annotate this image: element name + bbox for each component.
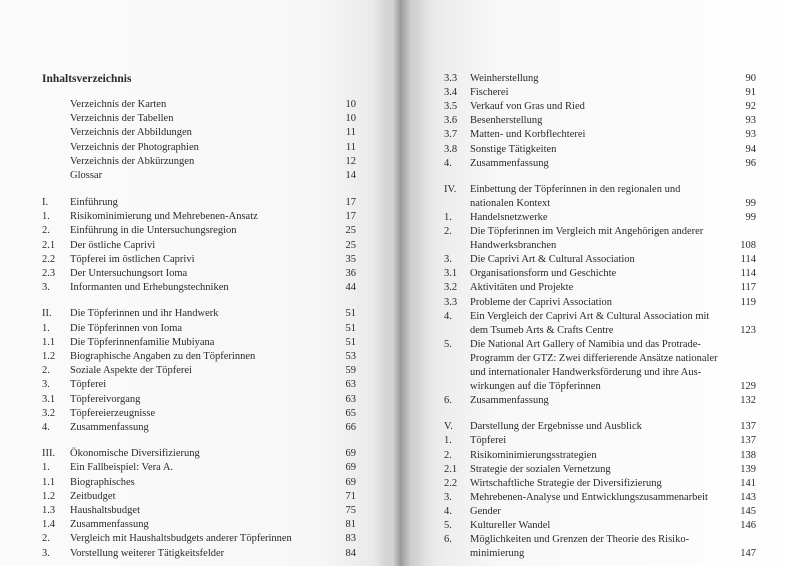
toc-entry-number: 1.3 [42,505,56,516]
toc-entry-page: 99 [745,197,756,209]
toc-entry-number: 1. [42,211,50,223]
toc-entry-title: Der Untersuchungsort Ioma [70,268,188,279]
toc-entry-number: 3.2 [444,282,458,294]
toc-entry-title: Sonstige Tätigkeiten [470,143,557,155]
toc-entry-title: Risikominimierungsstrategien [470,449,597,461]
toc-entry-page: 84 [345,547,356,559]
toc-entry-page: 93 [745,129,756,141]
toc-entry-page: 59 [345,365,356,377]
toc-entry-page: 65 [345,407,356,419]
toc-entry-page: 132 [740,395,756,407]
toc-entry-page: 83 [345,533,356,545]
toc-entry-number: 6. [444,534,452,546]
toc-entry-page: 123 [740,324,756,336]
toc-entry-title: Töpferei [70,379,107,391]
toc-entry-page: 63 [345,393,356,405]
toc-entry-page: 35 [345,253,356,265]
toc-entry-number: 1. [42,462,50,474]
toc-entry-page: 129 [740,381,756,393]
toc-entry-title: Einführung in die Untersuchungsregion [70,225,237,237]
toc-entry-title: Informanten und Erhebungstechniken [70,282,229,294]
toc-entry-title: Verzeichnis der Tabellen [70,113,174,125]
toc-entry-page: 12 [345,155,356,167]
toc-entry-title: Soziale Aspekte der Töpferei [70,365,192,377]
toc-entry-title: Die Caprivi Art & Cultural Association [470,254,635,266]
toc-entry-page: 69 [345,476,356,488]
toc-entry-title: Organisationsform und Geschichte [470,268,617,280]
toc-entry-number: 3.1 [42,393,56,405]
toc-entry-title: Strategie der sozialen Vernetzung [470,463,611,475]
toc-entry-title: Verzeichnis der Karten [70,99,167,110]
toc-entry-title: Aktivitäten und Projekte [470,282,574,294]
toc-entry-title: Verzeichnis der Abbildungen [70,127,192,139]
toc-entry-page: 69 [345,462,356,474]
toc-entry-number: 3.8 [444,143,458,155]
toc-entry-title: Fischerei [470,87,509,99]
toc-entry-title: minimierung [470,548,525,560]
toc-entry-title: Verzeichnis der Photographien [70,141,199,153]
toc-entry-title: Verzeichnis der Abkürzungen [70,155,195,167]
toc-entry-page: 93 [745,115,756,127]
toc-entry-page: 69 [345,448,356,460]
toc-entry-page: 91 [745,87,756,99]
toc-entry-number: 1.1 [42,336,56,348]
toc-entry-number: V. [444,421,453,433]
toc-entry-title: Zusammenfassung [470,395,549,407]
toc-entry-title: Der östliche Caprivi [70,239,156,251]
toc-entry-page: 10 [345,113,356,125]
toc-entry-number: 1. [444,435,452,447]
toc-entry-title: Töpferei [470,435,507,447]
toc-entry-number: 6. [444,395,452,407]
toc-entry-title: Möglichkeiten und Grenzen der Theorie des Risiko- [470,534,690,546]
toc-entry-title: Töpfereivorgang [70,393,141,405]
toc-entry-number: 2.3 [42,268,56,279]
toc-entry-page: 51 [345,308,356,320]
toc-entry-title: Verkauf von Gras und Ried [470,101,585,113]
toc-entry-page: 51 [345,322,356,334]
toc-entry-number: 3.2 [42,407,56,419]
toc-entry-page: 99 [745,211,756,223]
toc-entry-page: 137 [740,435,756,447]
toc-entry-number: III. [42,448,56,460]
toc-entry-title: Wirtschaftliche Strategie der Diversifizierung [470,477,662,489]
toc-entry-title: Kultureller Wandel [470,520,551,531]
toc-entry-title: Zusammenfassung [470,157,549,169]
toc-entry-number: 5. [444,338,452,350]
toc-entry-number: 4. [444,310,452,322]
toc-entry-title: Zusammenfassung [70,519,149,531]
toc-entry-page: 90 [745,73,756,84]
toc-entry-page: 145 [740,505,756,517]
toc-entry-title: Risikominimierung und Mehrebenen-Ansatz [70,211,258,223]
toc-entry-page: 143 [740,491,756,503]
toc-entry-page: 96 [745,157,756,169]
toc-entry-page: 146 [740,520,756,531]
toc-entry-title: Biographische Angaben zu den Töpferinnen [70,351,256,362]
toc-entry-page: 53 [345,351,356,362]
toc-entry-number: 1.4 [42,519,56,531]
toc-entry-number: 3. [42,379,50,391]
toc-entry-number: 2. [42,533,50,545]
toc-entry-page: 63 [345,379,356,391]
toc-entry-title: Zusammenfassung [70,422,149,433]
toc-entry-page: 147 [740,548,756,560]
toc-entry-page: 10 [345,99,356,110]
toc-entry-title: wirkungen auf die Töpferinnen [470,381,601,393]
toc-entry-title: Einführung [70,197,118,208]
toc-entry-page: 114 [740,254,756,266]
toc-entry-title: Töpferei im östlichen Caprivi [70,253,195,265]
toc-entry-page: 119 [740,296,756,308]
toc-entry-number: 2.1 [444,463,458,475]
toc-entry-page: 137 [740,421,756,433]
toc-entry-number: 5. [444,520,452,531]
toc-entry-number: 2.2 [42,253,56,265]
toc-entry-page: 14 [345,170,356,181]
toc-entry-title: Zeitbudget [70,490,116,502]
toc-entry-number: 3. [42,547,50,559]
toc-entry-page: 138 [740,449,756,461]
toc-entry-title: Die Töpferinnen im Vergleich mit Angehörigen anderer [470,226,704,237]
toc-entry-number: 2. [42,365,50,377]
toc-entry-title: nationalen Kontext [470,197,551,209]
toc-entry-page: 17 [345,197,356,208]
toc-entry-title: Ein Fallbeispiel: Vera A. [70,462,174,474]
toc-entry-page: 36 [345,268,356,279]
toc-entry-number: 2. [42,225,50,237]
toc-entry-title: Weinherstellung [470,73,539,84]
toc-entry-number: 1.2 [42,351,56,362]
toc-entry-title: Handelsnetzwerke [470,211,548,223]
toc-entry-number: 4. [42,422,50,433]
toc-entry-title: Handwerksbranchen [470,240,557,252]
toc-entry-number: 1. [444,211,452,223]
toc-entry-title: Matten- und Korbflechterei [470,129,586,141]
toc-entry-number: 1.1 [42,476,56,488]
toc-entry-page: 71 [345,490,356,502]
toc-entry-title: Mehrebenen-Analyse und Entwicklungszusammenarbeit [470,491,708,503]
toc-entry-page: 11 [345,141,356,153]
toc-entry-title: Haushaltsbudget [70,505,140,516]
toc-entry-page: 139 [740,463,756,475]
toc-entry-title: Die National Art Gallery of Namibia und das Protrade- [470,338,701,350]
toc-entry-page: 17 [345,211,356,223]
toc-entry-page: 66 [345,422,356,433]
toc-entry-title: Die Töpferinnen und ihr Handwerk [70,308,219,320]
book-gutter [372,0,424,566]
toc-entry-number: 2. [444,226,452,237]
toc-entry-page: 25 [345,239,356,251]
toc-entry-number: IV. [444,183,457,195]
toc-entry-title: dem Tsumeb Arts & Crafts Centre [470,324,614,336]
toc-entry-title: Die Töpferinnen von Ioma [70,322,183,334]
toc-entry-number: 3.3 [444,73,458,84]
toc-entry-page: 92 [745,101,756,113]
toc-entry-number: 4. [444,157,452,169]
toc-entry-number: 3.6 [444,115,458,127]
toc-entry-number: 2.2 [444,477,458,489]
toc-entry-page: 44 [345,282,356,294]
toc-entry-number: 3.3 [444,296,458,308]
toc-entry-number: I. [42,197,49,208]
toc-entry-title: Glossar [70,170,103,181]
toc-entry-page: 114 [740,268,756,280]
toc-entry-page: 75 [345,505,356,516]
toc-entry-title: und internationaler Handwerksförderung und ihre Aus- [470,367,702,378]
toc-entry-title: Vergleich mit Haushaltsbudgets anderer Töpferinnen [70,533,292,545]
toc-heading: Inhaltsverzeichnis [42,73,132,85]
toc-entry-title: Programm der GTZ: Zwei differierende Ansätze nationaler [470,352,718,364]
toc-entry-title: Töpfereierzeugnisse [70,407,156,419]
toc-entry-title: Biographisches [70,476,135,488]
toc-entry-title: Darstellung der Ergebnisse und Ausblick [470,421,642,433]
toc-entry-title: Die Töpferinnenfamilie Mubiyana [70,336,215,348]
toc-entry-number: 1. [42,322,50,334]
toc-entry-number: 3. [444,254,452,266]
toc-entry-number: 1.2 [42,490,56,502]
toc-entry-number: 3.4 [444,87,458,99]
toc-entry-page: 51 [345,336,356,348]
toc-entry-number: 3. [444,491,452,503]
toc-entry-title: Ökonomische Diversifizierung [70,448,200,460]
toc-entry-number: 2.1 [42,239,56,251]
toc-entry-title: Einbettung der Töpferinnen in den regionalen und [470,183,681,195]
toc-entry-number: 3. [42,282,50,294]
toc-entry-page: 94 [745,143,756,155]
toc-entry-number: 3.1 [444,268,458,280]
toc-entry-number: 3.5 [444,101,458,113]
toc-entry-page: 81 [345,519,356,531]
toc-entry-number: 2. [444,449,452,461]
toc-entry-page: 25 [345,225,356,237]
toc-entry-number: 3.7 [444,129,458,141]
toc-entry-number: 4. [444,505,452,517]
toc-entry-title: Vorstellung weiterer Tätigkeitsfelder [70,547,225,559]
toc-entry-page: 108 [740,240,756,252]
toc-entry-number: II. [42,308,52,320]
toc-entry-page: 117 [740,282,756,294]
toc-entry-title: Gender [470,505,501,517]
toc-entry-title: Besenherstellung [470,115,543,127]
toc-entry-title: Ein Vergleich der Caprivi Art & Cultural Association mit [470,310,710,322]
toc-entry-page: 11 [345,127,356,139]
toc-entry-page: 141 [740,477,756,489]
toc-entry-title: Probleme der Caprivi Association [470,296,613,308]
